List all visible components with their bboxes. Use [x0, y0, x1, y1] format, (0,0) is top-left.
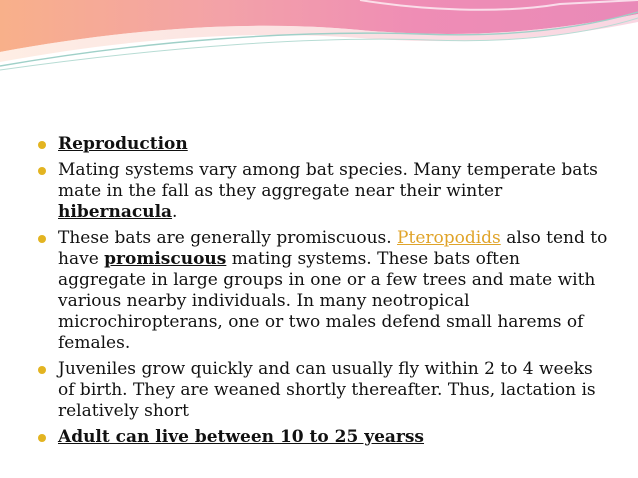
bullet-icon [38, 434, 46, 442]
bullet-text: Mating systems vary among bat species. Many temperate bats mate in the fall as they aggregate near their winter [58, 160, 598, 201]
bullet-text: These bats are generally promiscuous. [58, 228, 398, 248]
bullet-item-promiscuous [38, 228, 610, 354]
bullet-item-mating-systems [38, 160, 610, 223]
section-heading: Reproduction [58, 134, 188, 154]
bullet-icon [38, 366, 46, 374]
bullet-icon [38, 141, 46, 149]
bullet-icon [38, 235, 46, 243]
bullet-item-lifespan [38, 427, 610, 448]
term-promiscuous: promiscuous [104, 249, 227, 269]
bullet-list [38, 134, 610, 453]
bullet-item-reproduction [38, 134, 610, 155]
lifespan-heading: Adult can live between 10 to 25 yearss [58, 427, 425, 447]
decorative-banner [0, 0, 638, 80]
bullet-item-juveniles [38, 359, 610, 422]
bullet-text: Juveniles grow quickly and can usually fly within 2 to 4 weeks of birth. They are weaned shortly thereafter. Thus, lactation is relatively short [58, 359, 596, 421]
pteropodids-link[interactable]: Pteropodids [397, 228, 501, 248]
bullet-text-end: mating systems. These bats often aggregate in large groups in one or a few trees and mate with various nearby individuals. In many neotropical microchiropterans, one or two males defend small harems of females. [58, 249, 596, 353]
bullet-text-middle: also tend to have [58, 228, 608, 269]
bullet-icon [38, 167, 46, 175]
term-hibernacula: hibernacula [58, 202, 173, 222]
bullet-text-end: . [172, 202, 178, 222]
